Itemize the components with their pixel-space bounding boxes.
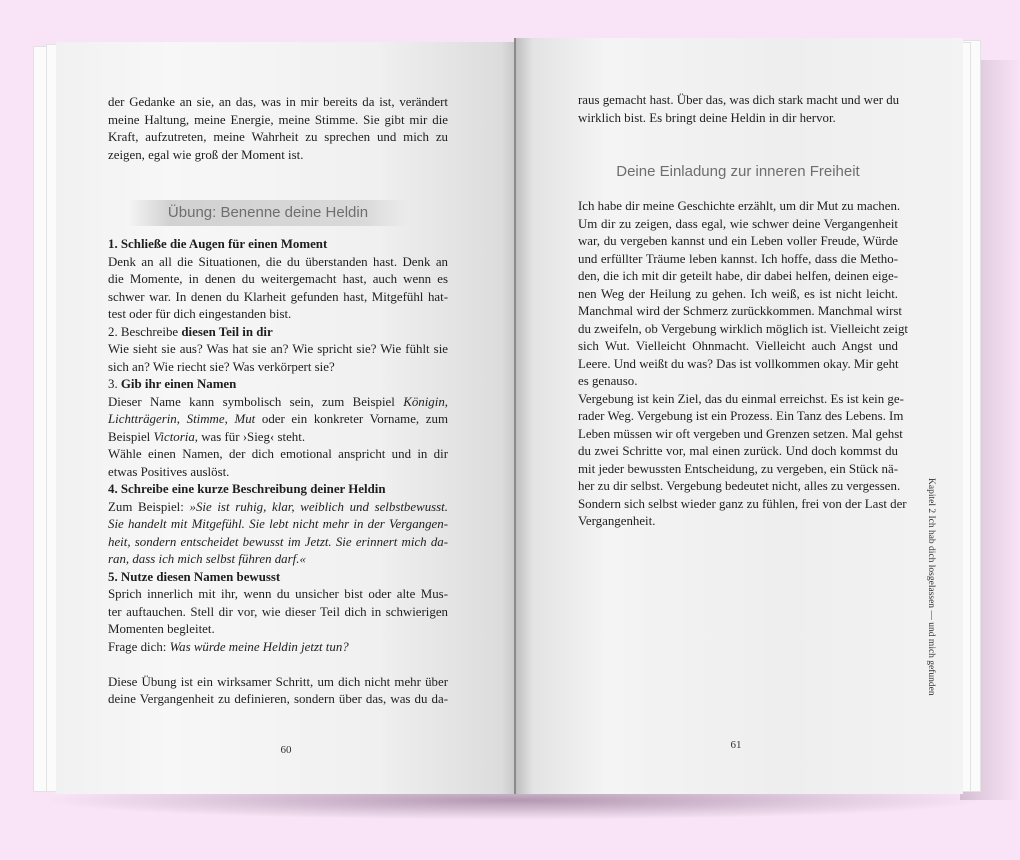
text-segment: Sprich innerlich mit ihr, wenn du unsicher bist oder alte Mus- — [108, 587, 448, 601]
text-line — [108, 569, 448, 587]
text-segment: Vergangenheit. — [578, 514, 656, 528]
text-line — [578, 373, 898, 391]
text-line — [108, 691, 448, 709]
text-segment: , — [224, 412, 235, 426]
text-segment: es genauso. — [578, 374, 638, 388]
text-line — [108, 324, 448, 342]
text-segment: du zwei Schritte vor, mal einen zurück. Und doch kommst du — [578, 444, 898, 458]
text-line — [578, 338, 898, 356]
italic-text: »Sie ist ruhig, klar, weiblich und selbstbewusst. — [189, 499, 448, 514]
text-line — [578, 286, 898, 304]
text-line — [108, 604, 448, 622]
text-line — [578, 391, 904, 409]
text-line — [578, 268, 898, 286]
text-line — [108, 271, 448, 289]
text-segment: Kraft, aufzutreten, meine Wahrheit zu sprechen und mich zu — [108, 130, 448, 144]
bold-text: Gib ihr einen Namen — [120, 377, 237, 391]
text-line — [108, 446, 448, 464]
text-segment: Momenten begleitet. — [108, 622, 215, 636]
text-segment: test oder für dich eingestanden bist. — [108, 307, 292, 321]
text-segment: Frage dich: — [108, 639, 170, 654]
text-segment: du zweifeln, ob Vergebung wirklich möglich ist. Vielleicht zeigt — [578, 321, 909, 336]
book-spine — [514, 38, 516, 794]
text-line — [108, 464, 448, 482]
text-line — [578, 426, 903, 444]
text-line — [108, 639, 448, 657]
text-segment: die Momente, in denen du weitergemacht hast, auch wenn es — [108, 272, 448, 286]
text-line — [578, 321, 909, 339]
text-line — [108, 129, 448, 147]
text-segment: Wie sieht sie aus? Was hat sie an? Wie spricht sie? Wie fühlt sie — [108, 342, 448, 356]
italic-text: Sie handelt mit Mitgefühl. Sie lebt nicht mehr in der Vergangen- — [108, 517, 448, 531]
text-line — [108, 499, 448, 517]
text-line — [578, 496, 907, 514]
italic-text: Königin — [403, 394, 445, 409]
text-line — [108, 621, 448, 639]
text-line — [108, 94, 448, 112]
bold-text: 4. Schreibe eine kurze Beschreibung deiner Heldin — [108, 482, 386, 496]
text-line — [108, 534, 448, 552]
text-segment: Manchmal wird der Schmerz zurückkommen. Manchmal wirst — [578, 304, 902, 318]
text-segment: zeigen, egal wie groß der Moment ist. — [108, 147, 304, 162]
text-segment: 3. — [108, 377, 121, 391]
text-segment: Um dir zu zeigen, dass egal, wie schwer deine Vergangenheit — [578, 216, 898, 231]
text-segment: schwer war. In denen du Klarheit gefunden hast, Mitgefühl hat- — [108, 289, 448, 304]
text-line — [108, 359, 448, 377]
italic-text: heit, sondern entscheidet bewusst im Jetzt. Sie erinnert mich da- — [108, 534, 448, 549]
right-intro-text — [578, 92, 898, 127]
text-line — [108, 254, 448, 272]
italic-text: Mut — [234, 412, 256, 426]
text-line — [108, 147, 448, 165]
right-body-text — [578, 198, 909, 531]
text-line — [108, 516, 448, 534]
text-segment: Leere. Und weißt du was? Das ist vollkommen okay. Mir geht — [578, 356, 899, 371]
text-segment: Denk an all die Situationen, die du überstanden hast. Denk an — [108, 254, 448, 269]
text-segment: , — [176, 412, 187, 426]
text-line — [108, 341, 448, 359]
text-segment: sich an? Wie riecht sie? Was verkörpert sie? — [108, 359, 335, 374]
text-line — [578, 478, 901, 496]
text-segment: 2. Beschreibe — [108, 324, 182, 339]
text-segment: nen Weg der Heilung zu gehen. Ich weiß, es ist nicht leicht. — [578, 286, 898, 301]
text-line — [108, 306, 448, 324]
text-line — [578, 92, 898, 110]
bold-text: 1. Schließe die Augen für einen Moment — [108, 237, 328, 251]
page-number-left: 60 — [280, 744, 292, 756]
text-segment: Dieser Name kann symbolisch sein, zum Beispiel — [108, 394, 404, 409]
text-segment: , — [444, 394, 448, 409]
text-line — [578, 303, 902, 321]
text-segment: war, du vergeben kannst und ein Leben voller Freude, Würde — [578, 234, 898, 248]
text-line — [108, 586, 448, 604]
text-line — [578, 443, 898, 461]
text-segment: und erfüllter Träume leben kannst. Ich hoffe, dass die Metho- — [578, 251, 898, 266]
text-line — [108, 394, 448, 412]
text-segment: mit jeder bewussten Entscheidung, zu vergeben, ein Stück nä- — [578, 461, 898, 476]
text-line — [578, 233, 898, 251]
text-segment: sich Wut. Vielleicht Ohnmacht. Vielleicht auch Angst und — [578, 339, 898, 353]
text-segment: etwas Positives auslöst. — [108, 464, 230, 479]
text-segment: raus gemacht hast. Über das, was dich stark macht und wer du — [578, 93, 900, 107]
left-body-text — [108, 236, 448, 709]
text-line — [108, 674, 448, 692]
text-line — [108, 429, 448, 447]
text-segment: meine Haltung, meine Energie, meine Stimme. Sie gibt mir die — [108, 112, 448, 127]
page-number-right: 61 — [730, 739, 742, 751]
section-heading: Deine Einladung zur inneren Freiheit — [616, 163, 860, 180]
text-segment: Zum Beispiel: — [108, 499, 190, 514]
text-segment: Beispiel — [108, 429, 154, 444]
text-line — [578, 110, 898, 128]
text-segment: Sondern sich selbst wieder ganz zu fühlen, frei von der Last der — [578, 496, 907, 511]
text-line — [108, 481, 448, 499]
text-line — [108, 112, 448, 130]
text-segment: , was für ›Sieg‹ steht. — [194, 429, 306, 444]
text-line — [578, 408, 904, 426]
text-segment: ter auftauchen. Stell dir vor, wie dieser Teil dich in schwierigen — [108, 604, 448, 619]
text-line — [108, 376, 448, 394]
left-intro-text — [108, 94, 448, 164]
italic-text: Lichtträgerin — [108, 412, 177, 426]
text-segment: Diese Übung ist ein wirksamer Schritt, um dich nicht mehr über — [108, 674, 448, 689]
text-line — [108, 411, 448, 429]
blank-line — [108, 656, 448, 674]
text-line — [108, 236, 448, 254]
italic-text: Victoria — [153, 429, 195, 444]
bold-text: diesen Teil in dir — [181, 324, 273, 339]
text-segment: her zu dir selbst. Vergebung bedeutet nicht, alles zu vergessen. — [578, 479, 901, 493]
text-segment: Ich habe dir meine Geschichte erzählt, um dir Mut zu machen. — [578, 199, 901, 213]
text-line — [108, 289, 448, 307]
italic-text: Was würde meine Heldin jetzt tun? — [169, 639, 349, 654]
text-segment: den, die ich mit dir geteilt habe, dir dabei helfen, deinen eige- — [578, 269, 898, 283]
text-line — [578, 356, 898, 374]
text-line — [578, 198, 901, 216]
text-line — [578, 461, 898, 479]
text-line — [108, 551, 448, 569]
text-segment: deine Vergangenheit zu definieren, sondern über das, was du da- — [108, 692, 448, 706]
text-segment: Vergebung ist kein Ziel, das du einmal erreichst. Es ist kein ge- — [578, 391, 904, 406]
text-segment: Leben müssen wir oft vergeben und Grenzen setzen. Mal gehst — [578, 426, 903, 441]
text-line — [578, 513, 898, 531]
exercise-heading: Übung: Benenne deine Heldin — [128, 200, 408, 226]
text-segment: wirklich bist. Es bringt deine Heldin in dir hervor. — [578, 110, 836, 125]
italic-text: ran, dass ich mich selbst führen darf.« — [108, 552, 306, 566]
text-segment: rader Weg. Vergebung ist ein Prozess. Ein Tanz des Lebens. Im — [578, 409, 904, 423]
running-head: Kapitel 2 Ich hab dich losgelassen — und mich gefunden — [926, 478, 936, 696]
text-segment: der Gedanke an sie, an das, was in mir bereits da ist, verändert — [108, 95, 448, 109]
text-line — [578, 251, 898, 269]
bold-text: 5. Nutze diesen Namen bewusst — [108, 569, 281, 584]
text-segment: Wähle einen Namen, der dich emotional anspricht und in dir — [108, 447, 448, 461]
text-segment: oder ein konkreter Vorname, zum — [255, 412, 448, 426]
text-line — [578, 216, 898, 234]
italic-text: Stimme — [186, 412, 225, 426]
